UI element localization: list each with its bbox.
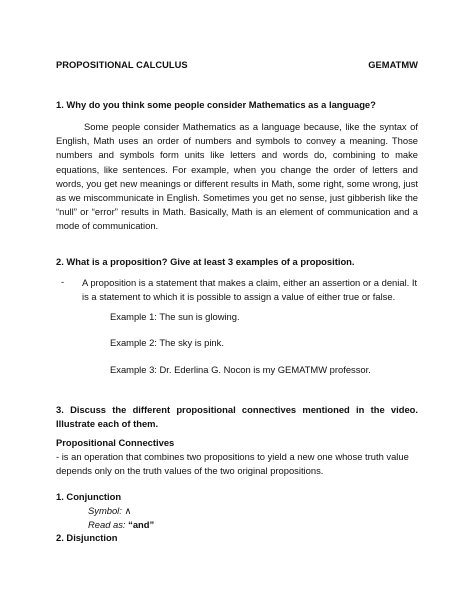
conjunction-read-value: “and” [128, 519, 155, 530]
connectives-heading: Propositional Connectives [56, 437, 175, 448]
conjunction-symbol-line [88, 505, 131, 517]
question-2: 2. What is a proposition? Give at least 3 examples of a proposition. [56, 256, 355, 267]
question-3: 3. Discuss the different propositional connectives mentioned in the video. Illustrate each of them. [56, 404, 418, 430]
conjunction-symbol: ∧ [124, 505, 132, 516]
symbol-label: Symbol: [88, 505, 122, 516]
example-1: Example 1: The sun is glowing. [110, 311, 240, 322]
answer-2-dash: - [61, 276, 65, 287]
conjunction-heading: 1. Conjunction [56, 491, 122, 502]
disjunction-heading: 2. Disjunction [56, 532, 118, 543]
document-header [56, 60, 418, 70]
course-code: GEMATMW [368, 60, 418, 70]
conjunction-read-line [88, 519, 154, 530]
answer-1: Some people consider Mathematics as a language because, like the syntax of English, Math uses an order of numbers and symbols to convey a meaning. Those numbers and symbols form units like letters and words do, combining to make equations, like sentences. For example, when you change the order of letters and words, you get new meanings or different results in Math, some right, some wrong, just as we miscommunicate in English. Sometimes you get no sense, just gibberish like the “null” or “error” results in Math. Basically, Math is an element of communication and a mode of communication. [56, 121, 418, 232]
read-as-label: Read as: [88, 519, 126, 530]
document-title: PROPOSITIONAL CALCULUS [56, 60, 188, 70]
example-3: Example 3: Dr. Ederlina G. Nocon is my GEMATMW professor. [110, 364, 371, 375]
answer-2: A proposition is a statement that makes a claim, either an assertion or a denial. It is a statement to which it is possible to assign a value of either true or false. [82, 277, 418, 303]
connectives-definition: - is an operation that combines two propositions to yield a new one whose truth value depends only on the truth values of the two original propositions. [56, 451, 409, 477]
example-2: Example 2: The sky is pink. [110, 337, 224, 348]
question-1: 1. Why do you think some people consider Mathematics as a language? [56, 99, 376, 110]
